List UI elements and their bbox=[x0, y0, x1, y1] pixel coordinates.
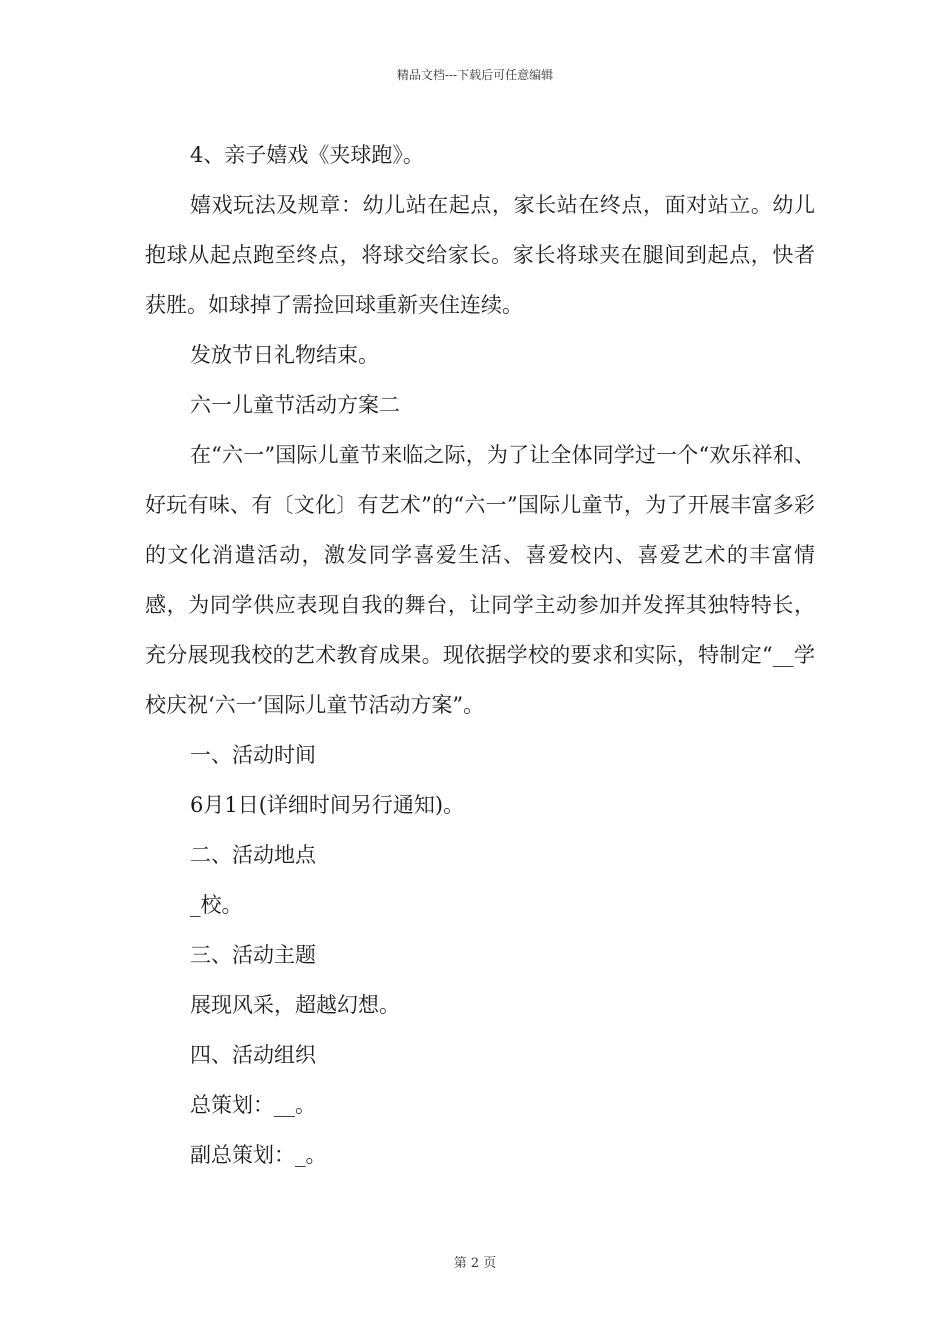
page-number: 第 2 页 bbox=[453, 1256, 497, 1271]
paragraph-activity-theme: 展现风采，超越幻想。 bbox=[190, 993, 400, 1017]
page-header: 精品文档---下载后可任意编辑 bbox=[396, 68, 554, 82]
paragraph-activity-location: _校。 bbox=[190, 893, 243, 917]
document-body bbox=[145, 130, 815, 1180]
paragraph-deputy-planner: 副总策划：_。 bbox=[190, 1143, 327, 1167]
paragraph-intro: 在“六一”国际儿童节来临之际，为了让全体同学过一个“欢乐祥和、好玩有味、有〔文化〕有艺术”的“六一”国际儿童节，为了开展丰富多彩的文化消遣活动，激发同学喜爱生活、喜爱校内、喜爱艺术的丰富情感，为同学供应表现自我的舞台，让同学主动参加并发挥其独特特长，充分展现我校的艺术教育成果。现依据学校的要求和实际，特制定“__学校庆祝‘六一’国际儿童节活动方案”。 bbox=[145, 443, 815, 717]
paragraph-gift: 发放节日礼物结束。 bbox=[190, 343, 379, 367]
section-title: 六一儿童节活动方案二 bbox=[190, 393, 400, 417]
heading-activity-time: 一、活动时间 bbox=[190, 743, 316, 767]
heading-activity-theme: 三、活动主题 bbox=[190, 943, 316, 967]
paragraph-game-title: 4、亲子嬉戏《夹球跑》。 bbox=[190, 143, 424, 167]
paragraph-game-rules: 嬉戏玩法及规章：幼儿站在起点，家长站在终点，面对站立。幼儿抱球从起点跑至终点，将球交给家长。家长将球夹在腿间到起点，快者获胜。如球掉了需捡回球重新夹住连续。 bbox=[145, 193, 815, 317]
paragraph-activity-time: 6月1日(详细时间另行通知)。 bbox=[190, 793, 465, 817]
paragraph-chief-planner: 总策划：__。 bbox=[190, 1093, 316, 1117]
heading-activity-organization: 四、活动组织 bbox=[190, 1043, 316, 1067]
heading-activity-location: 二、活动地点 bbox=[190, 843, 316, 867]
